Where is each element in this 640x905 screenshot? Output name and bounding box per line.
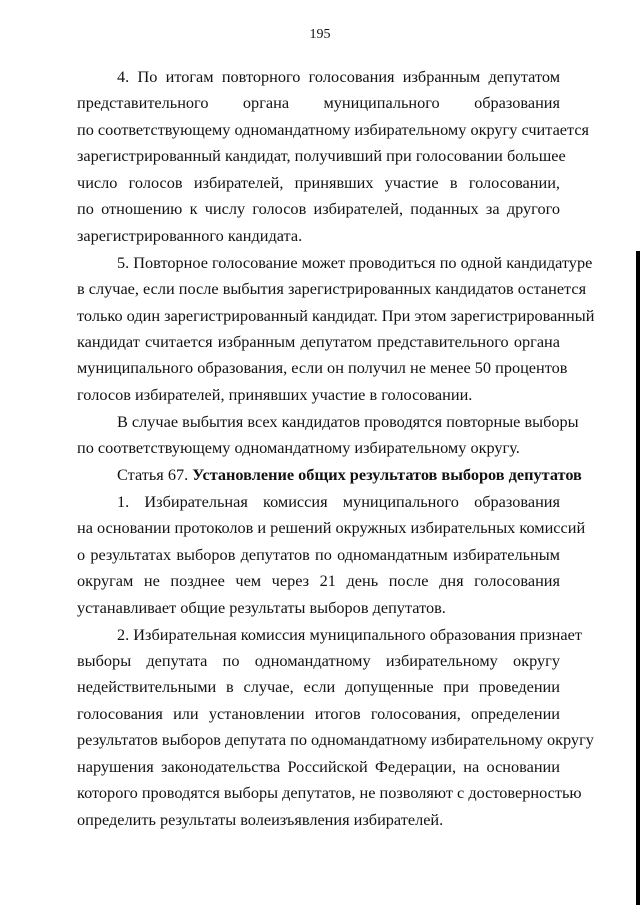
paragraph <box>77 64 590 249</box>
text-line: голосования или установлении итогов голосования, определении <box>77 703 560 723</box>
text-line: 5. Повторное голосование может проводиться по одной кандидатуре <box>117 252 593 272</box>
paragraph <box>77 622 594 834</box>
text-line: по соответствующему одномандатному избирательному округу. <box>77 438 520 458</box>
paragraph <box>77 250 595 409</box>
text-line: число голосов избирателей, принявших участие в голосовании, <box>77 172 560 192</box>
article-heading <box>77 462 582 488</box>
text-line: только один зарегистрированный кандидат. При этом зарегистрированный <box>77 305 595 325</box>
text-line: которого проводятся выборы депутатов, не позволяют с достоверностью <box>77 783 582 803</box>
text-line: 2. Избирательная комиссия муниципального образования признает <box>117 624 582 644</box>
document-body <box>77 64 595 834</box>
text-line: В случае выбытия всех кандидатов проводятся повторные выборы <box>117 411 579 431</box>
text-line: округам не позднее чем через 21 день после дня голосования <box>77 571 560 591</box>
text-line: 4. По итогам повторного голосования избранным депутатом <box>117 67 560 86</box>
section-before-article <box>77 64 595 462</box>
text-line: в случае, если после выбытия зарегистрированных кандидатов останется <box>77 279 587 299</box>
article-number: Статья 67. <box>117 465 189 485</box>
text-line: недействительными в случае, если допущенные при проведении <box>77 677 560 697</box>
text-line: представительного органа муниципального образования <box>77 93 560 113</box>
text-line: устанавливает общие результаты выборов депутатов. <box>77 597 446 617</box>
text-line: голосов избирателей, принявших участие в голосовании. <box>77 384 473 404</box>
text-line: выборы депутата по одномандатному избирательному округу <box>77 651 560 670</box>
paragraph <box>77 489 586 621</box>
text-line: 1. Избирательная комиссия муниципального образования <box>117 491 560 511</box>
text-line: зарегистрированный кандидат, получивший при голосовании большее <box>77 146 566 166</box>
text-line: определить результаты волеизъявления избирателей. <box>77 809 444 829</box>
text-line: на основании протоколов и решений окружных избирательных комиссий <box>77 518 586 538</box>
text-line: результатов выборов депутата по одномандатному избирательному округу <box>77 730 594 750</box>
text-line: муниципального образования, если он получил не менее 50 процентов <box>77 358 568 378</box>
page-number: 195 <box>309 27 331 42</box>
section-article-body <box>77 489 594 833</box>
text-line: по отношению к числу голосов избирателей, поданных за другого <box>77 199 560 219</box>
text-line: нарушения законодательства Российской Федерации, на основании <box>77 756 560 776</box>
paragraph <box>77 409 579 462</box>
article-title: Установление общих результатов выборов депутатов <box>192 465 582 485</box>
text-line: зарегистрированного кандидата. <box>77 225 303 245</box>
text-line: о результатах выборов депутатов по одномандатным избирательным <box>77 544 560 564</box>
text-line: по соответствующему одномандатному избирательному округу считается <box>77 119 590 139</box>
scan-edge-bar <box>636 251 640 905</box>
text-line: кандидат считается избранным депутатом представительного органа <box>77 331 560 351</box>
